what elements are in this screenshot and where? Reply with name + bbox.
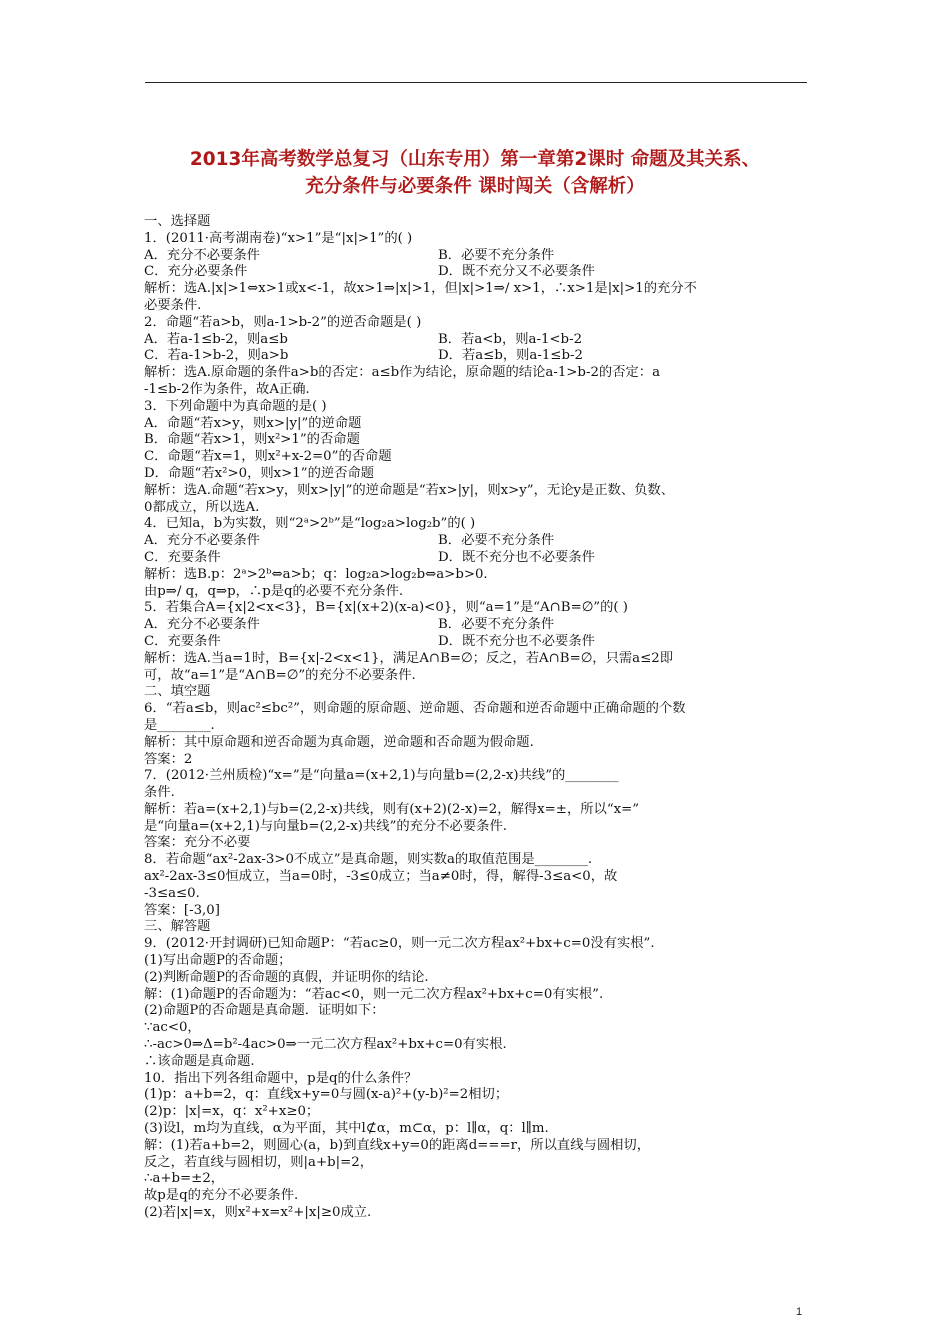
text-line: 是________. (144, 717, 215, 733)
option-text: D．既不充分也不必要条件 (438, 549, 595, 565)
option-row (144, 332, 808, 349)
text-line: 解：(1)命题P的否命题为：“若ac<0，则一元二次方程ax²+bx+c=0有实根”. (144, 986, 604, 1002)
text-line: 4．已知a，b为实数，则“2ᵃ>2ᵇ”是“log₂a>log₂b”的( ) (144, 516, 476, 532)
option-text: C．充要条件 (144, 633, 221, 649)
text-line: 条件. (144, 785, 175, 801)
option-text: B．必要不充分条件 (438, 617, 555, 633)
option-text: C．充要条件 (144, 549, 221, 565)
document-title-line-1: 2013年高考数学总复习（山东专用）第一章第2课时 命题及其关系、 (189, 149, 761, 170)
text-line: 解：(1)若a+b=2，则圆心(a，b)到直线x+y=0的距离d===r，所以直线与圆相切， (144, 1137, 651, 1153)
option-text: A．若a-1≤b-2，则a≤b (144, 331, 288, 347)
option-text: B．必要不充分条件 (438, 247, 555, 263)
text-line: 可，故“a=1”是“A∩B=∅”的充分不必要条件. (144, 667, 416, 683)
option-text: D．既不充分又不必要条件 (438, 264, 595, 280)
page-number: 1 (796, 1306, 803, 1318)
text-line: (2)p：|x|=x，q：x²+x≥0； (144, 1104, 320, 1120)
text-line: (3)设l，m均为直线，α为平面，其中l⊄α，m⊂α，p：l∥α，q：l∥m. (144, 1121, 549, 1137)
text-line: 答案：[-3,0] (144, 902, 220, 918)
option-text: B．必要不充分条件 (438, 533, 555, 549)
text-line: 8．若命题“ax²-2ax-3>0不成立”是真命题，则实数a的取值范围是________. (144, 852, 593, 868)
option-text: B．若a<b，则a-1<b-2 (438, 331, 583, 347)
text-line: 故p是q的充分不必要条件. (144, 1188, 299, 1204)
text-line: D．命题“若x²>0，则x>1”的逆否命题 (144, 465, 375, 481)
text-line: -1≤b-2作为条件，故A正确. (144, 381, 310, 397)
text-line: 必要条件. (144, 297, 202, 313)
text-line: (1)p：a+b=2，q：直线x+y=0与圆(x-a)²+(y-b)²=2相切； (144, 1087, 509, 1103)
text-line: B．命题“若x>1，则x²>1”的否命题 (144, 432, 360, 448)
text-line: 一、选择题 (144, 214, 211, 229)
option-text: A．充分不必要条件 (144, 533, 260, 549)
text-line: 答案：充分不必要 (144, 835, 251, 851)
text-line: 9．(2012·开封调研)已知命题P：“若ac≥0，则一元二次方程ax²+bx+c=0没有实根”. (144, 936, 655, 952)
text-line: 二、填空题 (144, 684, 211, 700)
text-line: 3．下列命题中为真命题的是( ) (144, 398, 327, 414)
text-line: (2)命题P的否命题是真命题．证明如下： (144, 1003, 385, 1019)
text-line: 解析：其中原命题和逆否命题为真命题，逆命题和否命题为假命题. (144, 734, 534, 750)
option-row (144, 264, 808, 281)
text-line: 解析：选A.命题“若x>y，则x>|y|”的逆命题是“若x>|y|，则x>y”，无论y是正数、负数、 (144, 482, 675, 498)
text-line: 10．指出下列各组命题中，p是q的什么条件？ (144, 1070, 418, 1086)
text-line: ∴-ac>0⇒Δ=b²-4ac>0⇒一元二次方程ax²+bx+c=0有实根. (144, 1037, 507, 1053)
option-text: D．既不充分也不必要条件 (438, 633, 595, 649)
text-line: 答案：2 (144, 751, 193, 767)
option-text: D．若a≤b，则a-1≤b-2 (438, 348, 583, 364)
text-line: 2．命题“若a>b，则a-1>b-2”的逆否命题是( ) (144, 314, 422, 330)
text-line: (2)若|x|=x，则x²+x=x²+|x|≥0成立. (144, 1205, 372, 1221)
text-line: (2)判断命题P的否命题的真假，并证明你的结论. (144, 969, 429, 985)
option-row (144, 348, 808, 365)
document-body (144, 214, 808, 1222)
option-text: C．充分必要条件 (144, 264, 248, 280)
header-rule (145, 82, 807, 83)
text-line: 是“向量a=(x+2,1)与向量b=(2,2-x)共线”的充分不必要条件. (144, 818, 507, 834)
text-line: 解析：选A.当a=1时，B={x|-2<x<1}，满足A∩B=∅；反之，若A∩B=∅，只需a≤2即 (144, 650, 674, 666)
option-row (144, 533, 808, 550)
option-text: A．充分不必要条件 (144, 617, 260, 633)
text-line: 6．“若a≤b，则ac²≤bc²”，则命题的原命题、逆命题、否命题和逆否命题中正确命题的个数 (144, 701, 686, 717)
text-line: 1．(2011·高考湖南卷)“x>1”是“|x|>1”的( ) (144, 230, 413, 246)
text-line: ∴该命题是真命题. (144, 1053, 255, 1069)
text-line: 0都成立，所以选A. (144, 499, 260, 515)
text-line: 由p⇒/ q，q⇒p，∴p是q的必要不充分条件. (144, 583, 404, 599)
text-line: 5．若集合A={x|2<x<3}，B={x|(x+2)(x-a)<0}，则“a=1”是“A∩B=∅”的( ) (144, 600, 628, 616)
document-title-line-2: 充分条件与必要条件 课时闯关（含解析） (305, 176, 645, 197)
text-line: A．命题“若x>y，则x>|y|”的逆命题 (144, 415, 362, 431)
text-line: 解析：若a=(x+2,1)与b=(2,2-x)共线，则有(x+2)(2-x)=2，解得x=±，所以“x=” (144, 801, 640, 817)
option-text: A．充分不必要条件 (144, 247, 260, 263)
text-line: 解析：选A.原命题的条件a>b的否定：a≤b作为结论，原命题的结论a-1>b-2的否定：a (144, 365, 661, 381)
text-line: ∵ac<0， (144, 1020, 201, 1036)
option-text: C．若a-1>b-2，则a>b (144, 348, 289, 364)
text-line: 反之，若直线与圆相切，则|a+b|=2， (144, 1154, 374, 1170)
text-line: 7．(2012·兰州质检)“x=”是“向量a=(x+2,1)与向量b=(2,2-x)共线”的________ (144, 768, 619, 784)
text-line: 解析：选B.p：2ᵃ>2ᵇ⇔a>b；q：log₂a>log₂b⇔a>b>0. (144, 566, 488, 582)
option-row (144, 248, 808, 265)
text-line: C．命题“若x=1，则x²+x-2=0”的否命题 (144, 449, 392, 465)
text-line: 解析：选A.|x|>1⇔x>1或x<-1，故x>1⇒|x|>1，但|x|>1⇒/ x>1，∴x>1是|x|>1的充分不 (144, 281, 697, 297)
text-line: ∴a+b=±2， (144, 1171, 225, 1187)
text-line: 三、解答题 (144, 919, 211, 935)
option-row (144, 634, 808, 651)
option-row (144, 617, 808, 634)
text-line: (1)写出命题P的否命题； (144, 953, 292, 969)
option-row (144, 550, 808, 567)
text-line: ax²-2ax-3≤0恒成立，当a=0时，-3≤0成立；当a≠0时，得，解得-3≤a<0，故 (144, 869, 618, 885)
text-line: -3≤a≤0. (144, 885, 200, 901)
